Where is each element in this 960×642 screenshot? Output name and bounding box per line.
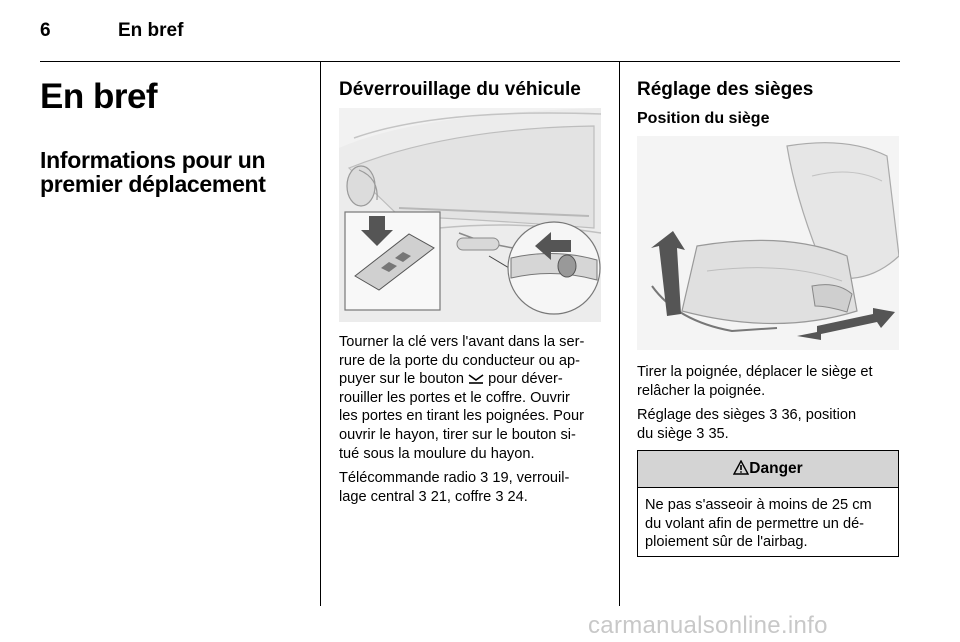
page-reference-icon: 3 [480, 470, 489, 487]
seat-illustration [637, 136, 899, 350]
seat-text [637, 363, 907, 449]
unlock-line-2: rure de la porte du conducteur ou ap- [339, 352, 580, 369]
unlock-heading: Déverrouillage du véhicule [339, 79, 581, 100]
unlock-line-4: rouiller les portes et le coffre. Ouvrir [339, 389, 570, 406]
ref-seat-adjust-page: 36, position [781, 407, 857, 424]
seat-line-1: Tirer la poignée, déplacer le siège et [637, 364, 873, 380]
danger-header [638, 451, 898, 488]
section-subtitle: Informations pour un premier déplacement [40, 147, 266, 197]
danger-line-1: Ne pas s'asseoir à moins de 25 cm [645, 497, 872, 513]
ref-seat-position-label: du siège [637, 425, 693, 442]
ref-central-label: lage central [339, 488, 415, 505]
unlock-line-1: Tourner la clé vers l'avant dans la ser- [339, 334, 585, 350]
danger-line-3: ploiement sûr de l'airbag. [645, 534, 808, 551]
warning-icon [733, 460, 749, 475]
ref-boot-page: 24. [507, 488, 528, 505]
ref-seat-adjust-label: Réglage des sièges [637, 407, 766, 424]
running-header-title: En bref [118, 20, 184, 41]
danger-box [637, 450, 899, 557]
unlock-line-3b: pour déver- [488, 371, 563, 388]
section-title: En bref [40, 77, 158, 116]
page-reference-icon: 3 [769, 407, 778, 424]
seat-subheading: Position du siège [637, 110, 770, 127]
danger-text [638, 488, 898, 560]
column-divider-2 [619, 61, 620, 606]
page-number: 6 [40, 20, 51, 41]
seat-heading: Réglage des sièges [637, 79, 814, 100]
unlock-illustration [339, 108, 601, 322]
page-reference-icon: 3 [495, 488, 504, 505]
danger-line-2: du volant afin de permettre un dé- [645, 515, 865, 532]
danger-title: Danger [749, 460, 803, 477]
watermark: carmanualsonline.info [588, 612, 828, 639]
unlock-line-5: les portes en tirant les poignées. Pour [339, 408, 584, 425]
ref-seat-position-page: 35. [708, 425, 729, 442]
unlock-line-3a: puyer sur le bouton [339, 371, 464, 388]
header-rule [40, 61, 900, 62]
unlock-line-6: ouvrir le hayon, tirer sur le bouton si- [339, 426, 576, 443]
column-divider-1 [320, 61, 321, 606]
unlock-text [339, 333, 609, 512]
ref-central-page: 21, coffre [430, 488, 492, 505]
seat-line-2: relâcher la poignée. [637, 382, 766, 399]
unlock-line-7: tué sous la moulure du hayon. [339, 445, 535, 462]
ref-remote-page: 19, verrouil- [492, 470, 570, 487]
unlock-button-icon [468, 374, 484, 384]
page-reference-icon: 3 [418, 488, 427, 505]
page-reference-icon: 3 [696, 425, 705, 442]
ref-remote-label: Télécommande radio [339, 470, 477, 487]
